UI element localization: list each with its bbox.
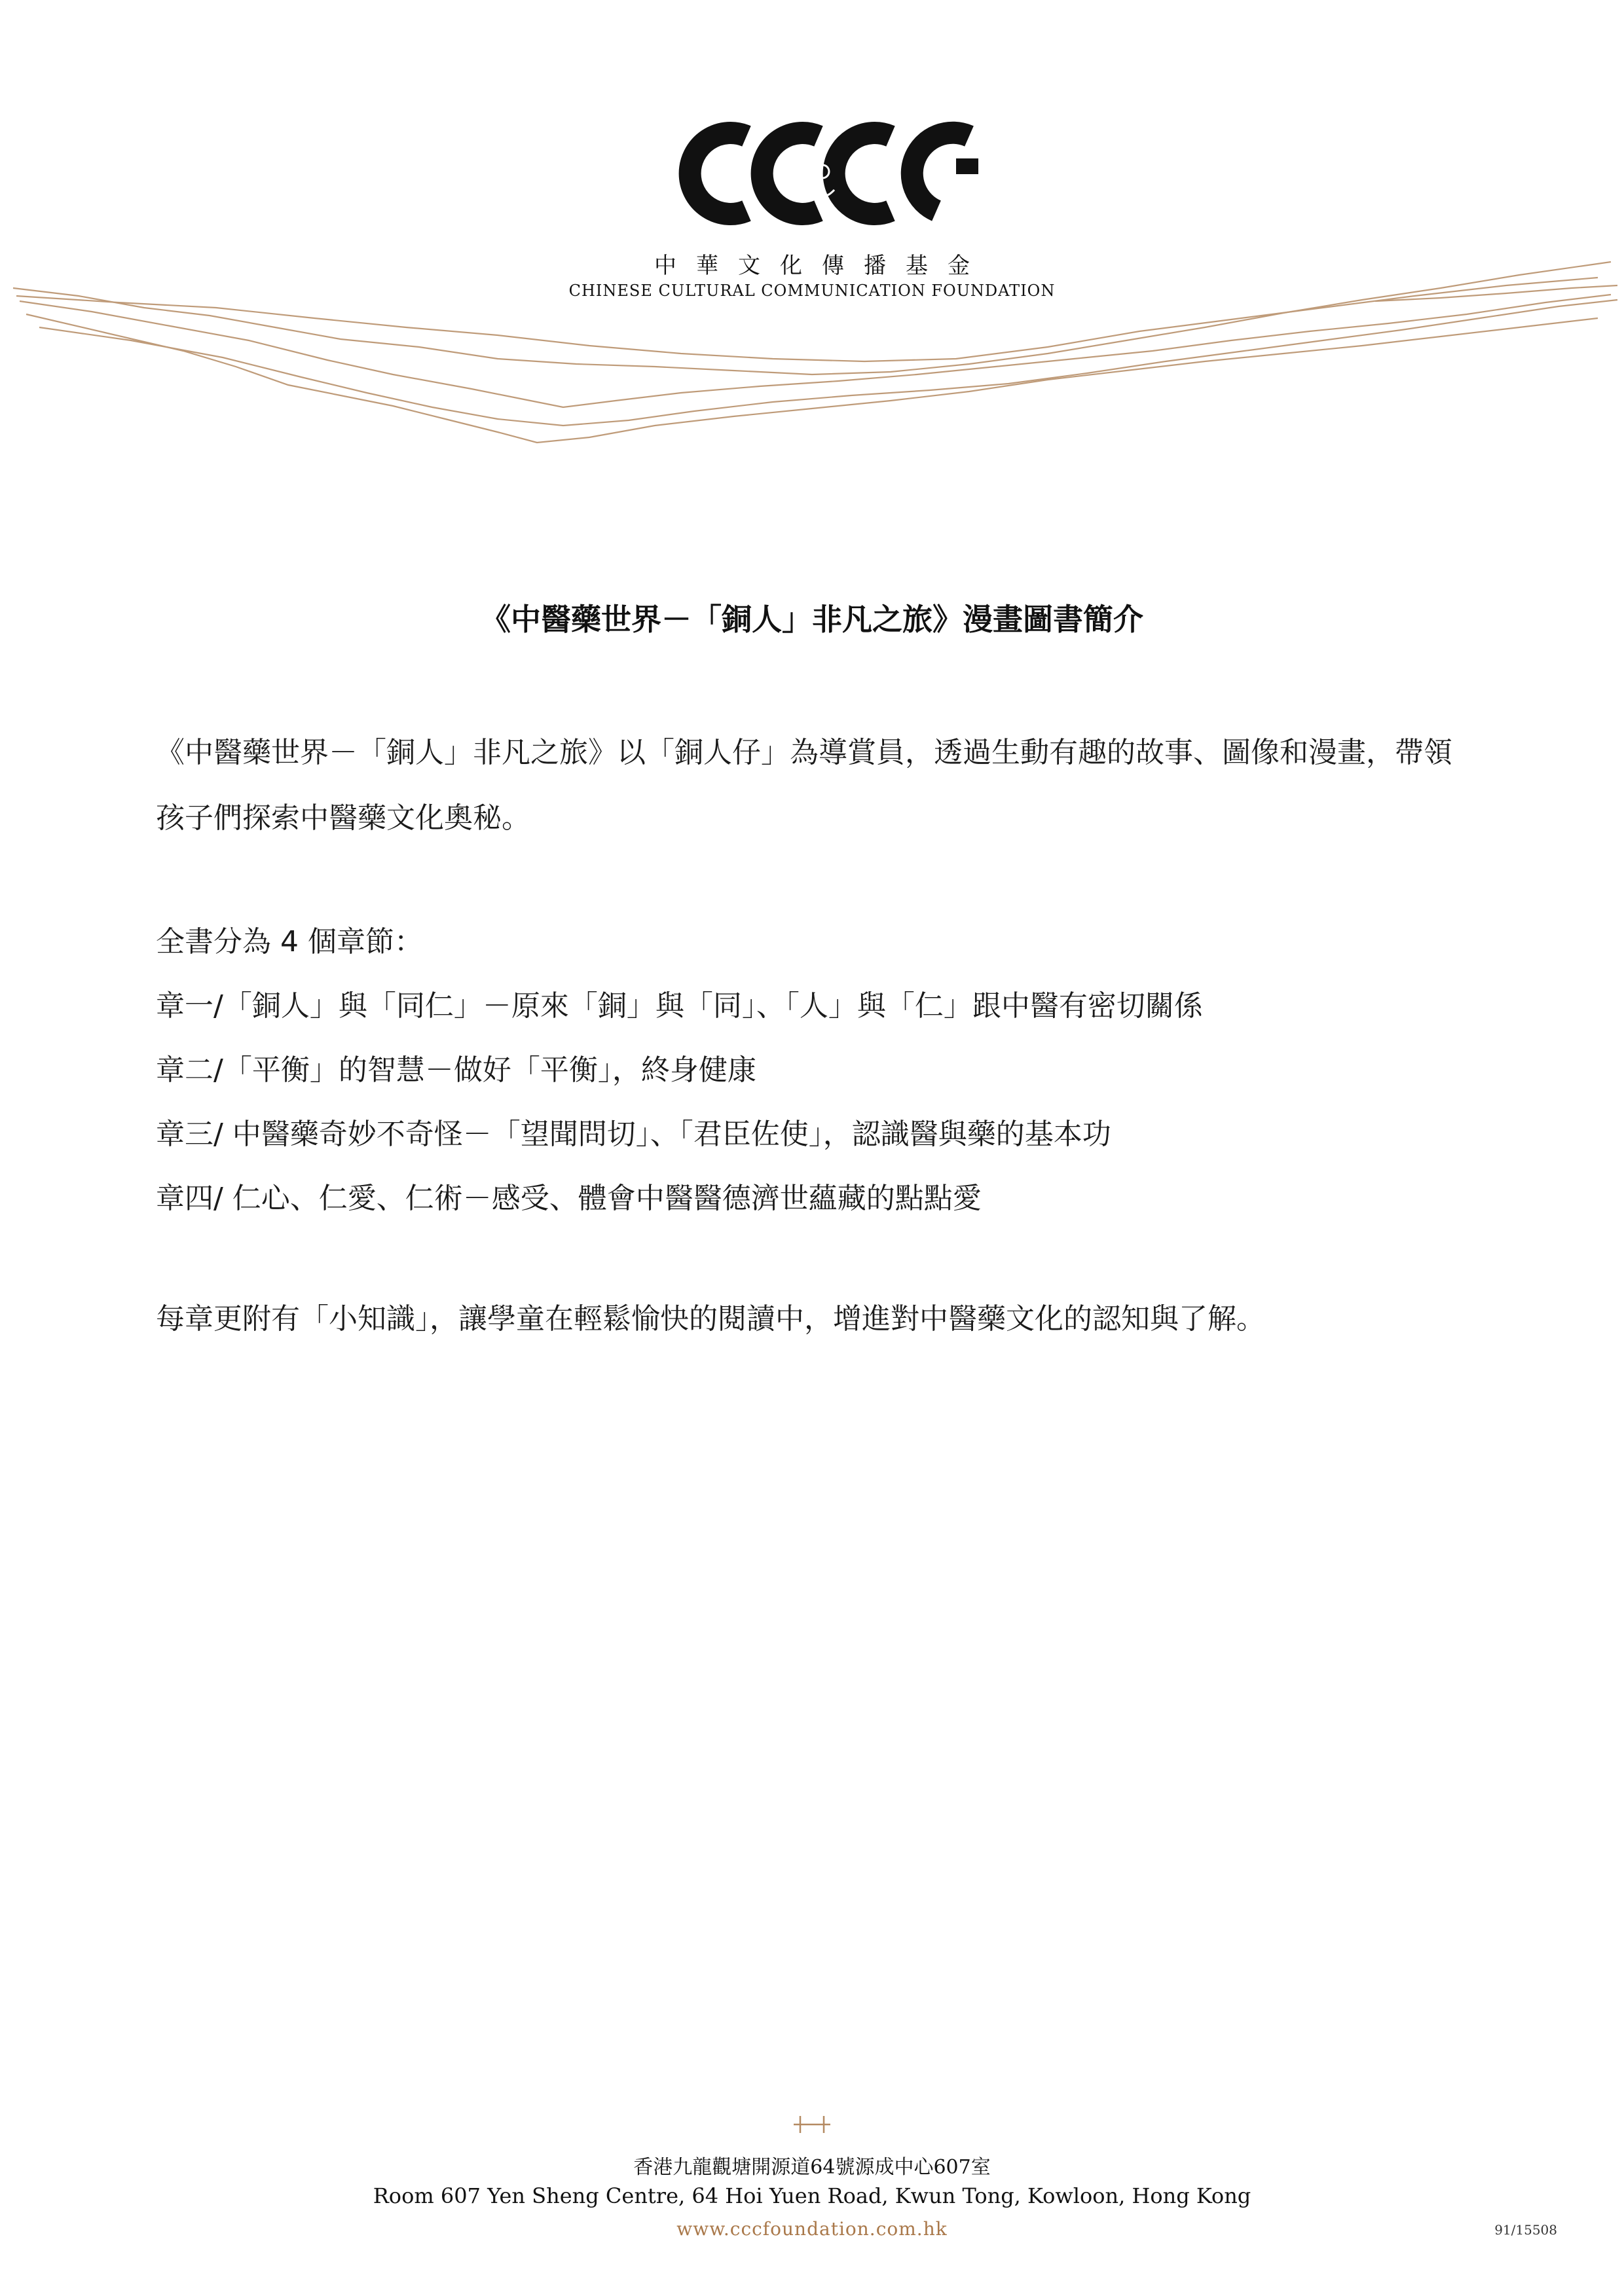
letterhead bbox=[0, 0, 1624, 471]
document-title: 《中醫藥世界－「銅人」非凡之旅》漫畫圖書簡介 bbox=[481, 602, 1143, 637]
chapters-heading: 全書分為 4 個章節： bbox=[156, 925, 423, 958]
address-english: Room 607 Yen Sheng Centre, 64 Hoi Yuen Road, Kwun Tong, Kowloon, Hong Kong bbox=[373, 2183, 1251, 2208]
chapter-item-3: 章三/ 中醫藥奇妙不奇怪－「望聞問切」、「君臣佐使」，認識醫與藥的基本功 bbox=[156, 1118, 1111, 1151]
reference-code: 91/15508 bbox=[1494, 2222, 1557, 2238]
org-name-english: CHINESE CULTURAL COMMUNICATION FOUNDATION bbox=[568, 282, 1056, 300]
intro-paragraph: 《中醫藥世界－「銅人」非凡之旅》以「銅人仔」為導賞員，透過生動有趣的故事、圖像和漫畫，帶領孩子們探索中醫藥文化奧秘。 bbox=[156, 736, 1452, 835]
website-link[interactable]: www.cccfoundation.com.hk bbox=[676, 2218, 948, 2240]
cccf-logo bbox=[668, 111, 995, 236]
address-chinese: 香港九龍觀塘開源道64號源成中心607室 bbox=[633, 2156, 991, 2179]
mountain-lines-decoration bbox=[0, 0, 1624, 471]
chapter-item-2: 章二/「平衡」的智慧－做好「平衡」，終身健康 bbox=[156, 1053, 756, 1087]
closing-paragraph: 每章更附有「小知識」，讓學童在輕鬆愉快的閱讀中，增進對中醫藥文化的認知與了解。 bbox=[156, 1302, 1265, 1336]
chapter-list bbox=[156, 910, 1479, 1231]
chapter-item-1: 章一/「銅人」與「同仁」－原來「銅」與「同」、「人」與「仁」跟中醫有密切關係 bbox=[156, 989, 1203, 1023]
org-name-chinese: 中華文化傳播基金 bbox=[654, 253, 989, 279]
chapter-item-4: 章四/ 仁心、仁愛、仁術－感受、體會中醫醫德濟世蘊藏的點點愛 bbox=[156, 1182, 982, 1215]
footer-ornament-icon bbox=[792, 2113, 832, 2136]
